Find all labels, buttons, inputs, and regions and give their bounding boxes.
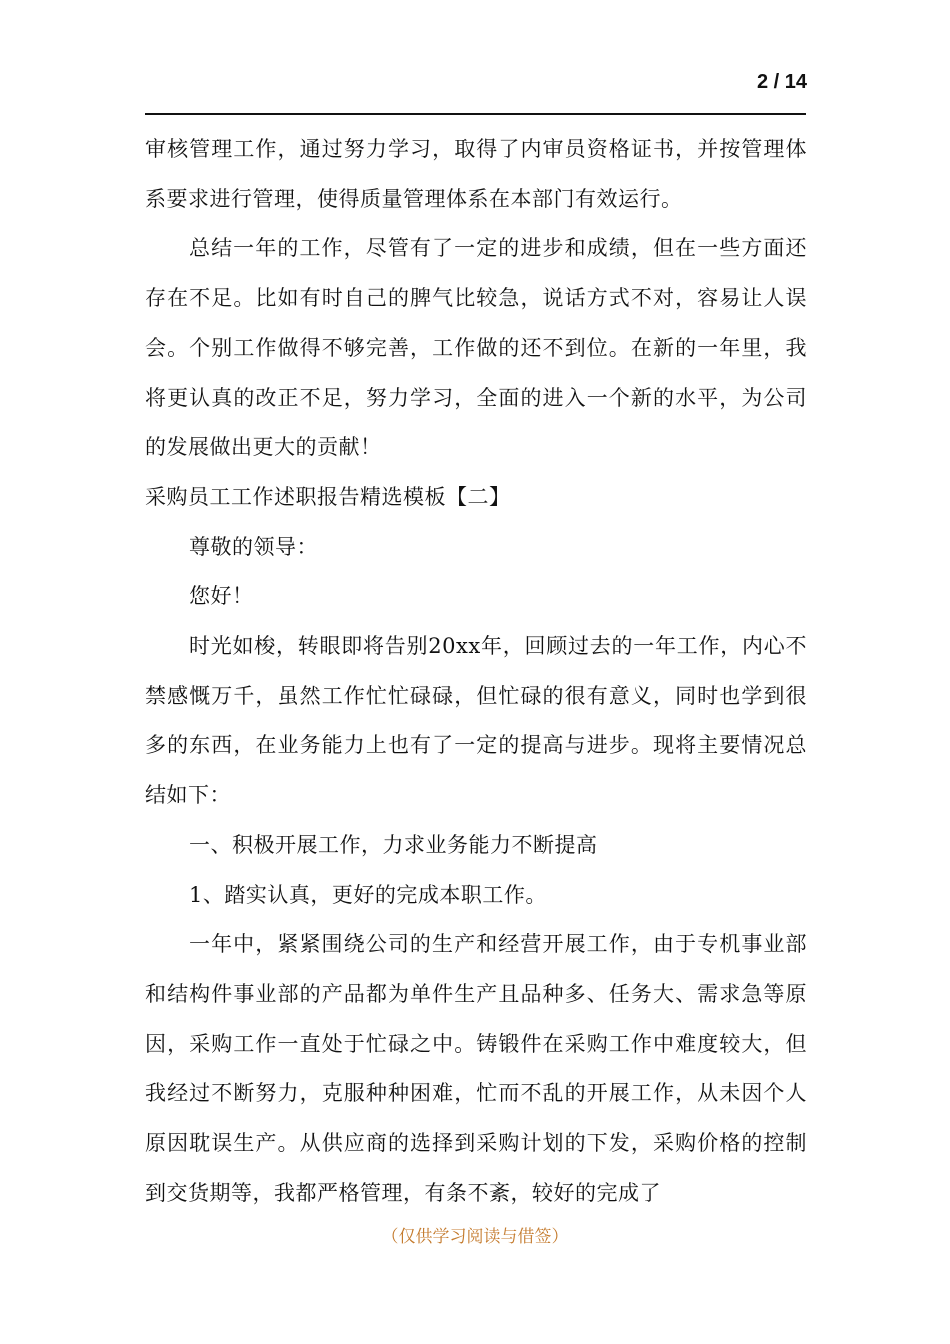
document-body: [145, 125, 807, 1218]
heading-part-one: 一、积极开展工作，力求业务能力不断提高: [189, 832, 598, 857]
greeting: 您好！: [189, 584, 254, 609]
paragraph-summary: 总结一年的工作，尽管有了一定的进步和成绩，但在一些方面还存在不足。比如有时自己的脾气比较急，说话方式不对，容易让人误会。个别工作做得不够完善，工作做的还不到位。在新的一年里，我将更认真的改正不足，努力学习，全面的进入一个新的水平，为公司的发展做出更大的贡献！: [145, 236, 807, 460]
paragraph-continuation: 审核管理工作，通过努力学习，取得了内审员资格证书，并按管理体系要求进行管理，使得质量管理体系在本部门有效运行。: [145, 137, 807, 211]
salutation: 尊敬的领导：: [189, 534, 318, 559]
section-title: 采购员工工作述职报告精选模板【二】: [145, 484, 511, 509]
footer-note: （仅供学习阅读与借签）: [381, 1227, 569, 1247]
header-rule: [145, 113, 806, 115]
page-number: 2 / 14: [756, 71, 807, 93]
paragraph-work-details: 一年中，紧紧围绕公司的生产和经营开展工作，由于专机事业部和结构件事业部的产品都为单件生产且品种多、任务大、需求急等原因，采购工作一直处于忙碌之中。铸锻件在采购工作中难度较大，但我经过不断努力，克服种种困难，忙而不乱的开展工作，从未因个人原因耽误生产。从供应商的选择到采购计划的下发，采购价格的控制到交货期等，我都严格管理，有条不紊，较好的完成了: [145, 932, 807, 1205]
paragraph-intro: 时光如梭，转眼即将告别20xx年，回顾过去的一年工作，内心不禁感慨万千，虽然工作忙忙碌碌，但忙碌的很有意义，同时也学到很多的东西，在业务能力上也有了一定的提高与进步。现将主要情况总结如下：: [145, 634, 807, 808]
subheading-one: 1、踏实认真，更好的完成本职工作。: [189, 882, 547, 907]
